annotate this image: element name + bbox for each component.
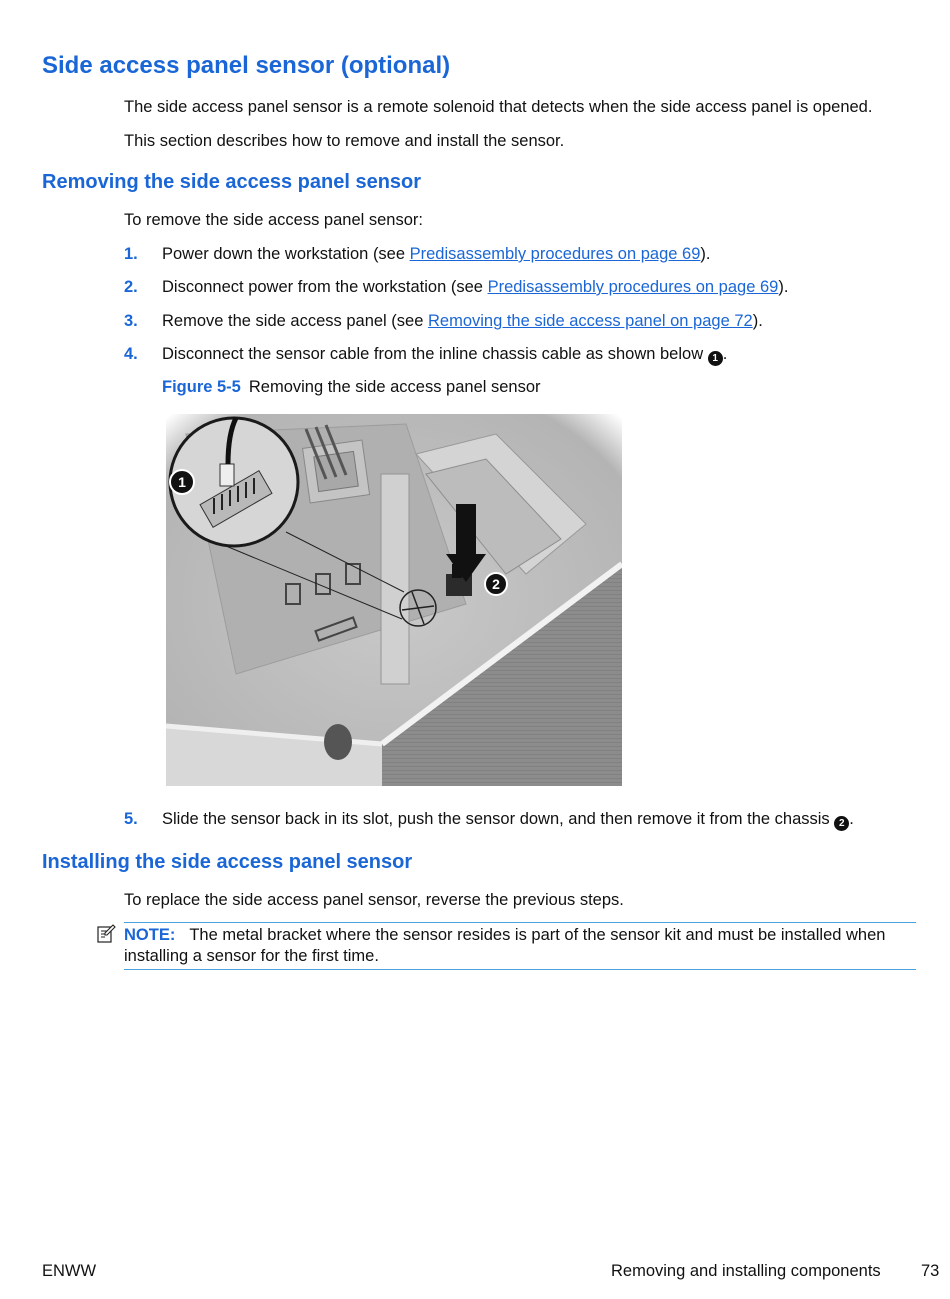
step-text: Remove the side access panel (see Removing the side access panel on page 72).: [162, 312, 763, 330]
step-number: 4.: [124, 345, 138, 363]
step-text: Disconnect power from the workstation (see Predisassembly procedures on page 69).: [162, 278, 789, 296]
intro-paragraph-1: The side access panel sensor is a remote solenoid that detects when the side access panel is opened.: [124, 98, 873, 116]
note-label: NOTE:: [124, 926, 176, 944]
removing-section-heading: Removing the side access panel sensor: [42, 171, 422, 193]
installing-lead-text: To replace the side access panel sensor, reverse the previous steps.: [124, 891, 624, 909]
footer-section: Removing and installing components: [611, 1262, 881, 1280]
intro-paragraph-2: This section describes how to remove and install the sensor.: [124, 132, 565, 150]
chassis-hole: [324, 724, 352, 760]
step-number: 5.: [124, 810, 138, 828]
note-box: [124, 922, 916, 970]
step-text: Power down the workstation (see Predisassembly procedures on page 69).: [162, 245, 711, 263]
installing-section-heading: Installing the side access panel sensor: [42, 851, 413, 873]
step-text: Disconnect the sensor cable from the inline chassis cable as shown below 1 .: [162, 345, 728, 364]
page-number: 73: [921, 1262, 940, 1280]
callout-1-icon: 1: [708, 351, 723, 366]
footer-left: ENWW: [42, 1262, 97, 1280]
step-number: 1.: [124, 245, 138, 263]
removing-lead-text: To remove the side access panel sensor:: [124, 211, 423, 229]
remove-side-panel-link[interactable]: Removing the side access panel on page 72: [427, 312, 753, 330]
sensor-removal-figure: [166, 414, 622, 786]
note-text: The metal bracket where the sensor resides is part of the sensor kit and must be installed when installing a sensor for the first time.: [124, 926, 886, 965]
step-number: 3.: [124, 312, 138, 330]
page-title: Side access panel sensor (optional): [42, 52, 451, 79]
predisassembly-link[interactable]: Predisassembly procedures on page 69: [409, 245, 701, 263]
center-bracket: [381, 474, 409, 684]
predisassembly-link[interactable]: Predisassembly procedures on page 69: [487, 278, 779, 296]
callout-1-label: 1: [178, 474, 186, 490]
step-number: 2.: [124, 278, 138, 296]
callout-2-label: 2: [492, 576, 500, 592]
figure-label: Figure 5-5: [162, 378, 241, 396]
note-icon: [96, 924, 116, 944]
figure-caption: [162, 378, 541, 397]
step-text: Slide the sensor back in its slot, push the sensor down, and then remove it from the chassis 2 .: [162, 810, 854, 829]
sensor-cable-plug: [220, 464, 234, 486]
callout-2-icon: 2: [834, 816, 849, 831]
figure-title: Removing the side access panel sensor: [248, 378, 541, 396]
